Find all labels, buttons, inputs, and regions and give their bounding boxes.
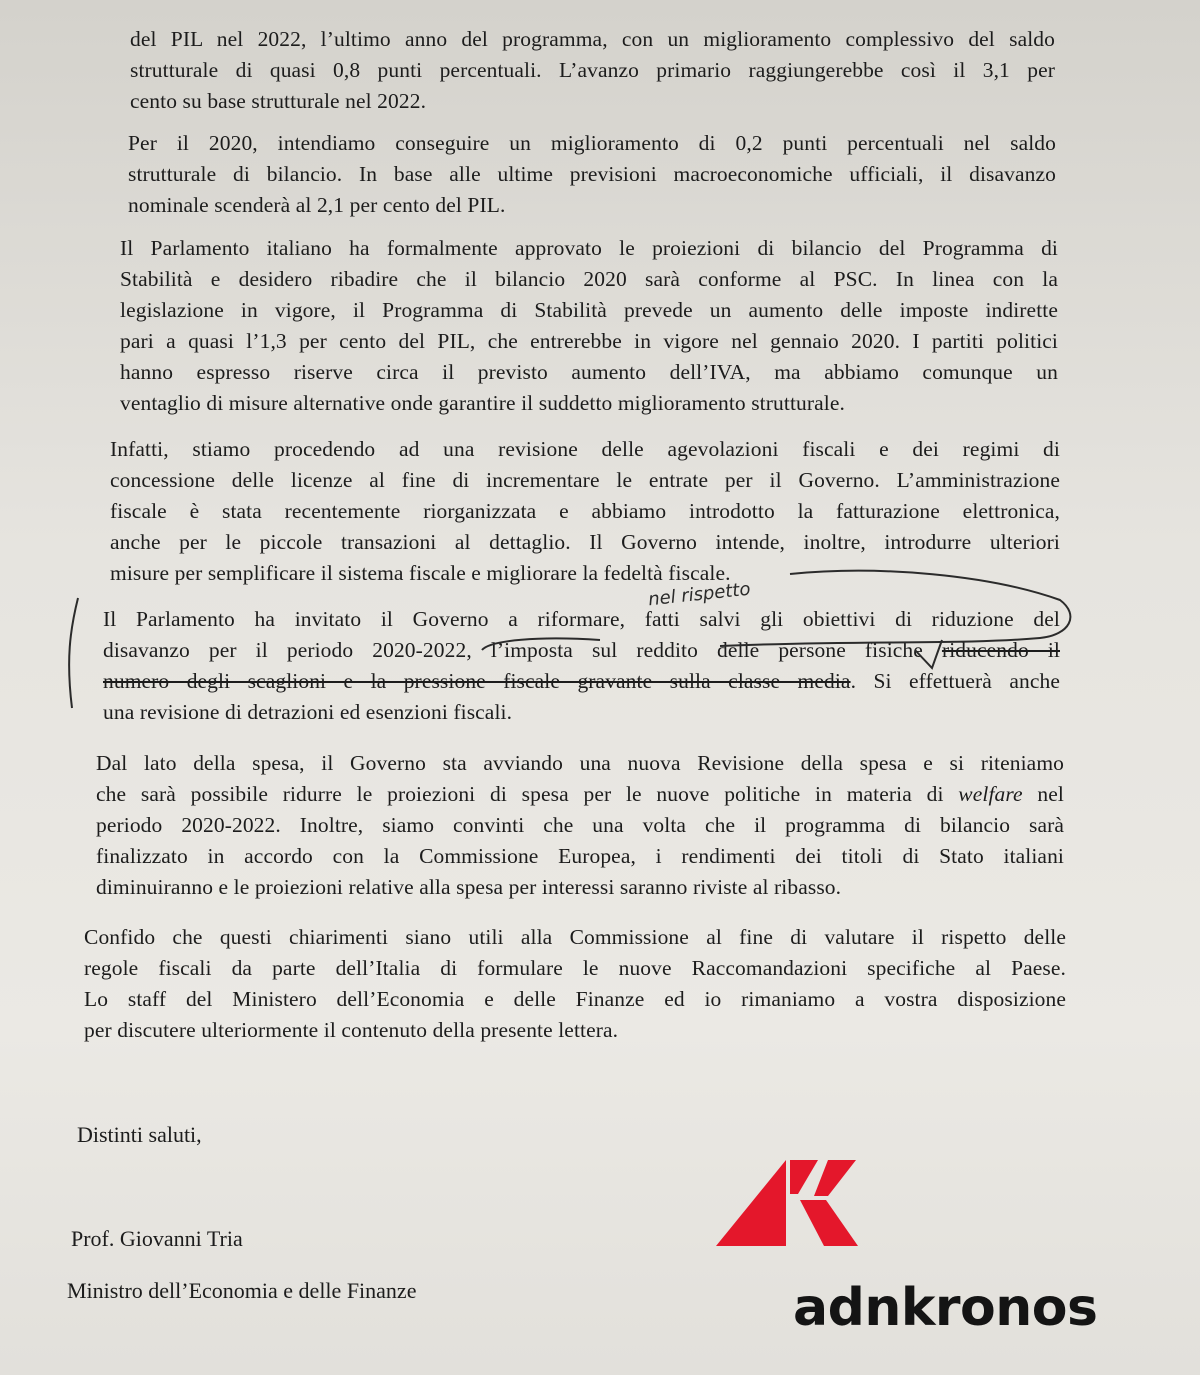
text-segment: nel [1022,782,1064,806]
text-line: misure per semplificare il sistema fiscale e migliorare la fedeltà fiscale. [110,561,731,585]
text-line: hanno espresso riserve circa il previsto aumento dell’IVA, ma abbiamo comunque un [120,360,1058,384]
paragraph-7 [84,922,1066,1046]
paragraph-2 [128,128,1056,221]
text-line: Il Parlamento ha invitato il Governo a riformare, fatti salvi gli obiettivi di riduzione del [103,607,1060,631]
text-segment: disavanzo per il periodo 2020-2022, l’imposta sul reddito delle persone fisiche [103,638,942,662]
signatory-name: Prof. Giovanni Tria [71,1226,243,1251]
struck-text: riducendo il [941,638,1060,662]
text-line: strutturale di quasi 0,8 punti percentuali. L’avanzo primario raggiungerebbe così il 3,1 per [130,58,1055,82]
text-line: del PIL nel 2022, l’ultimo anno del programma, con un miglioramento complessivo del saldo [130,27,1055,51]
paragraph-6 [96,748,1064,903]
text-line: pari a quasi l’1,3 per cento del PIL, che entrerebbe in vigore nel gennaio 2020. I partiti politici [120,329,1058,353]
text-line: regole fiscali da parte dell’Italia di formulare le nuove Raccomandazioni specifiche al Paese. [84,956,1066,980]
adnkronos-wordmark: adnkronos [793,1278,1098,1338]
text-line: Il Parlamento italiano ha formalmente approvato le proiezioni di bilancio del Programma di [120,236,1058,260]
text-line: una revisione di detrazioni ed esenzioni fiscali. [103,700,513,724]
margin-bracket-mark [69,598,78,708]
text-line: ventaglio di misure alternative onde garantire il suddetto miglioramento strutturale. [120,391,845,415]
text-line: anche per le piccole transazioni al dettaglio. Il Governo intende, inoltre, introdurre ulteriori [110,530,1060,554]
text-line [96,779,1064,810]
text-line: finalizzato in accordo con la Commissione Europea, i rendimenti dei titoli di Stato italiani [96,844,1064,868]
closing-salutation: Distinti saluti, [77,1122,202,1147]
text-line: Confido che questi chiarimenti siano utili alla Commissione al fine di valutare il rispetto delle [84,925,1066,949]
italic-text: welfare [958,782,1023,806]
text-segment: che sarà possibile ridurre le proiezioni di spesa per le nuove politiche in materia di [96,782,959,806]
text-line: legislazione in vigore, il Programma di Stabilità prevede un aumento delle imposte indirette [120,298,1058,322]
paragraph-1 [130,24,1055,117]
text-line: per discutere ulteriormente il contenuto della presente lettera. [84,1018,619,1042]
text-line: Dal lato della spesa, il Governo sta avviando una nuova Revisione della spesa e si riteniamo [96,751,1064,775]
text-line: nominale scenderà al 2,1 per cento del PIL. [128,193,506,217]
text-line: Per il 2020, intendiamo conseguire un miglioramento di 0,2 punti percentuali nel saldo [128,131,1056,155]
text-line: periodo 2020-2022. Inoltre, siamo convinti che una volta che il programma di bilancio sarà [96,813,1064,837]
paragraph-5-amended [103,604,1060,728]
text-line: Lo staff del Ministero dell’Economia e delle Finanze ed io rimaniamo a vostra disposizione [84,987,1066,1011]
text-line: Stabilità e desidero ribadire che il bilancio 2020 sarà conforme al PSC. In linea con la [120,267,1058,291]
text-line: strutturale di bilancio. In base alle ultime previsioni macroeconomiche ufficiali, il disavanzo [128,162,1056,186]
struck-text: numero degli scaglioni e la pressione fiscale gravante sulla classe media [103,669,851,693]
text-line [103,635,1060,666]
text-line: diminuiranno e le proiezioni relative alla spesa per interessi saranno riviste al ribasso. [96,875,842,899]
adnkronos-logo-mark [716,1160,858,1246]
text-line: Infatti, stiamo procedendo ad una revisione delle agevolazioni fiscali e dei regimi di [110,437,1060,461]
text-line [103,666,1060,697]
text-segment: . Si effettuerà anche [850,669,1060,693]
paragraph-4 [110,434,1060,589]
text-line: cento su base strutturale nel 2022. [130,89,427,113]
text-line: concessione delle licenze al fine di incrementare le entrate per il Governo. L’amministrazione [110,468,1060,492]
signatory-title: Ministro dell’Economia e delle Finanze [67,1278,417,1303]
handwritten-note: nel rispetto [647,578,752,611]
paragraph-3 [120,233,1058,419]
text-line: fiscale è stata recentemente riorganizzata e abbiamo introdotto la fatturazione elettronica, [110,499,1060,523]
